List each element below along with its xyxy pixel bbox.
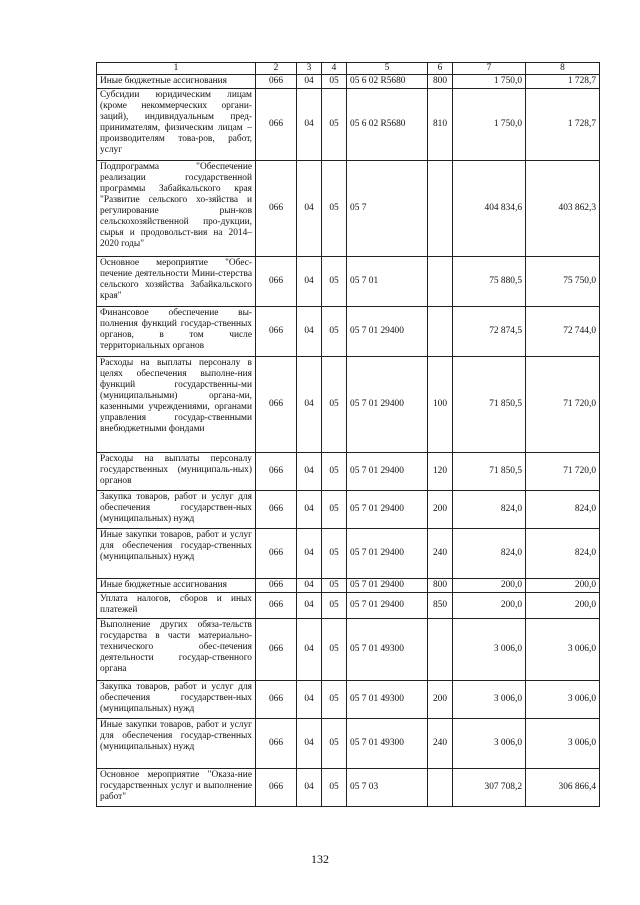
expense-name-cell: Иные бюджетные ассигнования [97, 75, 256, 89]
subsection-code-cell: 05 [322, 769, 347, 807]
expense-name-cell: Закупка товаров, работ и услуг для обеспечения государствен-ных (муниципальных) нужд [97, 681, 256, 719]
section-code-cell: 04 [297, 161, 322, 257]
expense-name-cell: Подпрограмма "Обеспечение реализации государственной программы Забайкальского края "Развитие сельского хо-зяйства и регулирование рын-ков сельскохозяйственной про-дукции, сырья и продовольст-вия на 2014–2020 годы" [97, 161, 256, 257]
target-article-cell: 05 6 02 R5680 [347, 75, 428, 89]
subsection-code-cell: 05 [322, 257, 347, 307]
ministry-code-cell: 066 [256, 161, 297, 257]
expense-type-cell [428, 769, 453, 807]
planned-amount-cell: 72 874,5 [453, 307, 526, 357]
header-cell: 2 [256, 63, 297, 75]
target-article-cell: 05 7 01 49300 [347, 681, 428, 719]
ministry-code-cell: 066 [256, 357, 297, 453]
expense-name-cell: Основное мероприятие "Оказа-ние государственных услуг и выполнение работ" [97, 769, 256, 807]
target-article-cell: 05 7 01 49300 [347, 719, 428, 769]
executed-amount-cell: 3 006,0 [526, 681, 600, 719]
section-code-cell: 04 [297, 257, 322, 307]
target-article-cell: 05 7 03 [347, 769, 428, 807]
executed-amount-cell: 403 862,3 [526, 161, 600, 257]
ministry-code-cell: 066 [256, 619, 297, 681]
planned-amount-cell: 3 006,0 [453, 719, 526, 769]
section-code-cell: 04 [297, 593, 322, 619]
ministry-code-cell: 066 [256, 491, 297, 529]
table-row [97, 257, 600, 307]
ministry-code-cell: 066 [256, 453, 297, 491]
expense-type-cell: 240 [428, 529, 453, 579]
section-code-cell: 04 [297, 719, 322, 769]
subsection-code-cell: 05 [322, 491, 347, 529]
planned-amount-cell: 1 750,0 [453, 89, 526, 161]
table-row [97, 161, 600, 257]
target-article-cell: 05 7 01 29400 [347, 453, 428, 491]
planned-amount-cell: 3 006,0 [453, 681, 526, 719]
ministry-code-cell: 066 [256, 307, 297, 357]
expense-name-cell: Расходы на выплаты персоналу государственных (муниципаль-ных) органов [97, 453, 256, 491]
executed-amount-cell: 824,0 [526, 529, 600, 579]
planned-amount-cell: 75 880,5 [453, 257, 526, 307]
expense-type-cell: 810 [428, 89, 453, 161]
executed-amount-cell: 1 728,7 [526, 89, 600, 161]
table-row [97, 453, 600, 491]
expense-type-cell: 800 [428, 579, 453, 593]
executed-amount-cell: 200,0 [526, 593, 600, 619]
section-code-cell: 04 [297, 75, 322, 89]
target-article-cell: 05 7 01 29400 [347, 491, 428, 529]
column-number-row [97, 63, 600, 75]
expense-type-cell: 240 [428, 719, 453, 769]
header-cell: 7 [453, 63, 526, 75]
planned-amount-cell: 1 750,0 [453, 75, 526, 89]
subsection-code-cell: 05 [322, 579, 347, 593]
ministry-code-cell: 066 [256, 719, 297, 769]
subsection-code-cell: 05 [322, 307, 347, 357]
expense-name-cell: Иные закупки товаров, работ и услуг для обеспечения государ-ственных (муниципальных) нужд [97, 529, 256, 579]
expense-type-cell: 100 [428, 357, 453, 453]
planned-amount-cell: 404 834,6 [453, 161, 526, 257]
section-code-cell: 04 [297, 681, 322, 719]
expense-type-cell: 120 [428, 453, 453, 491]
header-cell: 4 [322, 63, 347, 75]
expense-type-cell [428, 307, 453, 357]
table-row [97, 75, 600, 89]
planned-amount-cell: 3 006,0 [453, 619, 526, 681]
table-row [97, 619, 600, 681]
table-row [97, 89, 600, 161]
subsection-code-cell: 05 [322, 529, 347, 579]
expense-name-cell: Уплата налогов, сборов и иных платежей [97, 593, 256, 619]
target-article-cell: 05 7 [347, 161, 428, 257]
subsection-code-cell: 05 [322, 89, 347, 161]
executed-amount-cell: 824,0 [526, 491, 600, 529]
expense-name-cell: Расходы на выплаты персоналу в целях обеспечения выполне-ния функций государственны-ми (муниципальными) органа-ми, казенными учреждениями, органами управления государ-ственными внебюджетными фондами [97, 357, 256, 453]
header-cell: 3 [297, 63, 322, 75]
table-row [97, 579, 600, 593]
section-code-cell: 04 [297, 307, 322, 357]
table-row [97, 681, 600, 719]
expense-type-cell: 800 [428, 75, 453, 89]
ministry-code-cell: 066 [256, 681, 297, 719]
subsection-code-cell: 05 [322, 357, 347, 453]
expense-type-cell: 200 [428, 681, 453, 719]
section-code-cell: 04 [297, 619, 322, 681]
table-body [97, 75, 600, 807]
target-article-cell: 05 7 01 [347, 257, 428, 307]
header-cell: 5 [347, 63, 428, 75]
expense-name-cell: Закупка товаров, работ и услуг для обеспечения государствен-ных (муниципальных) нужд [97, 491, 256, 529]
budget-table [96, 62, 600, 807]
subsection-code-cell: 05 [322, 681, 347, 719]
target-article-cell: 05 7 01 29400 [347, 357, 428, 453]
executed-amount-cell: 306 866,4 [526, 769, 600, 807]
planned-amount-cell: 824,0 [453, 491, 526, 529]
header-cell: 8 [526, 63, 600, 75]
executed-amount-cell: 1 728,7 [526, 75, 600, 89]
expense-name-cell: Иные бюджетные ассигнования [97, 579, 256, 593]
table-row [97, 307, 600, 357]
ministry-code-cell: 066 [256, 769, 297, 807]
planned-amount-cell: 71 850,5 [453, 453, 526, 491]
ministry-code-cell: 066 [256, 529, 297, 579]
target-article-cell: 05 7 01 49300 [347, 619, 428, 681]
ministry-code-cell: 066 [256, 89, 297, 161]
section-code-cell: 04 [297, 769, 322, 807]
executed-amount-cell: 71 720,0 [526, 357, 600, 453]
section-code-cell: 04 [297, 529, 322, 579]
expense-type-cell: 850 [428, 593, 453, 619]
section-code-cell: 04 [297, 357, 322, 453]
expense-type-cell [428, 619, 453, 681]
target-article-cell: 05 7 01 29400 [347, 529, 428, 579]
planned-amount-cell: 200,0 [453, 593, 526, 619]
executed-amount-cell: 75 750,0 [526, 257, 600, 307]
table-row [97, 719, 600, 769]
section-code-cell: 04 [297, 491, 322, 529]
subsection-code-cell: 05 [322, 619, 347, 681]
table-row [97, 593, 600, 619]
expense-name-cell: Выполнение других обяза-тельств государства в части материально-технического обес-печения деятельности государ-ственного органа [97, 619, 256, 681]
subsection-code-cell: 05 [322, 593, 347, 619]
planned-amount-cell: 824,0 [453, 529, 526, 579]
executed-amount-cell: 3 006,0 [526, 619, 600, 681]
target-article-cell: 05 6 02 R5680 [347, 89, 428, 161]
ministry-code-cell: 066 [256, 257, 297, 307]
planned-amount-cell: 71 850,5 [453, 357, 526, 453]
ministry-code-cell: 066 [256, 593, 297, 619]
table-row [97, 357, 600, 453]
table-row [97, 529, 600, 579]
table-row [97, 769, 600, 807]
page-number: 132 [311, 852, 329, 866]
section-code-cell: 04 [297, 453, 322, 491]
subsection-code-cell: 05 [322, 453, 347, 491]
table-row [97, 491, 600, 529]
target-article-cell: 05 7 01 29400 [347, 307, 428, 357]
subsection-code-cell: 05 [322, 75, 347, 89]
planned-amount-cell: 200,0 [453, 579, 526, 593]
subsection-code-cell: 05 [322, 719, 347, 769]
section-code-cell: 04 [297, 89, 322, 161]
expense-name-cell: Субсидии юридическим лицам (кроме некоммерческих органи-заций), индивидуальным пред-принимателям, физическим лицам – производителям това-ров, работ, услуг [97, 89, 256, 161]
expense-name-cell: Основное мероприятие "Обес-печение деятельности Мини-стерства сельского хозяйства Забайкальского края" [97, 257, 256, 307]
header-cell: 6 [428, 63, 453, 75]
executed-amount-cell: 72 744,0 [526, 307, 600, 357]
expense-type-cell [428, 161, 453, 257]
subsection-code-cell: 05 [322, 161, 347, 257]
target-article-cell: 05 7 01 29400 [347, 579, 428, 593]
executed-amount-cell: 71 720,0 [526, 453, 600, 491]
expense-name-cell: Иные закупки товаров, работ и услуг для обеспечения государ-ственных (муниципальных) нужд [97, 719, 256, 769]
expense-type-cell: 200 [428, 491, 453, 529]
executed-amount-cell: 200,0 [526, 579, 600, 593]
expense-type-cell [428, 257, 453, 307]
executed-amount-cell: 3 006,0 [526, 719, 600, 769]
ministry-code-cell: 066 [256, 75, 297, 89]
header-cell: 1 [97, 63, 256, 75]
ministry-code-cell: 066 [256, 579, 297, 593]
planned-amount-cell: 307 708,2 [453, 769, 526, 807]
section-code-cell: 04 [297, 579, 322, 593]
expense-name-cell: Финансовое обеспечение вы-полнения функций государ-ственных органов, в том числе территориальных органов [97, 307, 256, 357]
target-article-cell: 05 7 01 29400 [347, 593, 428, 619]
